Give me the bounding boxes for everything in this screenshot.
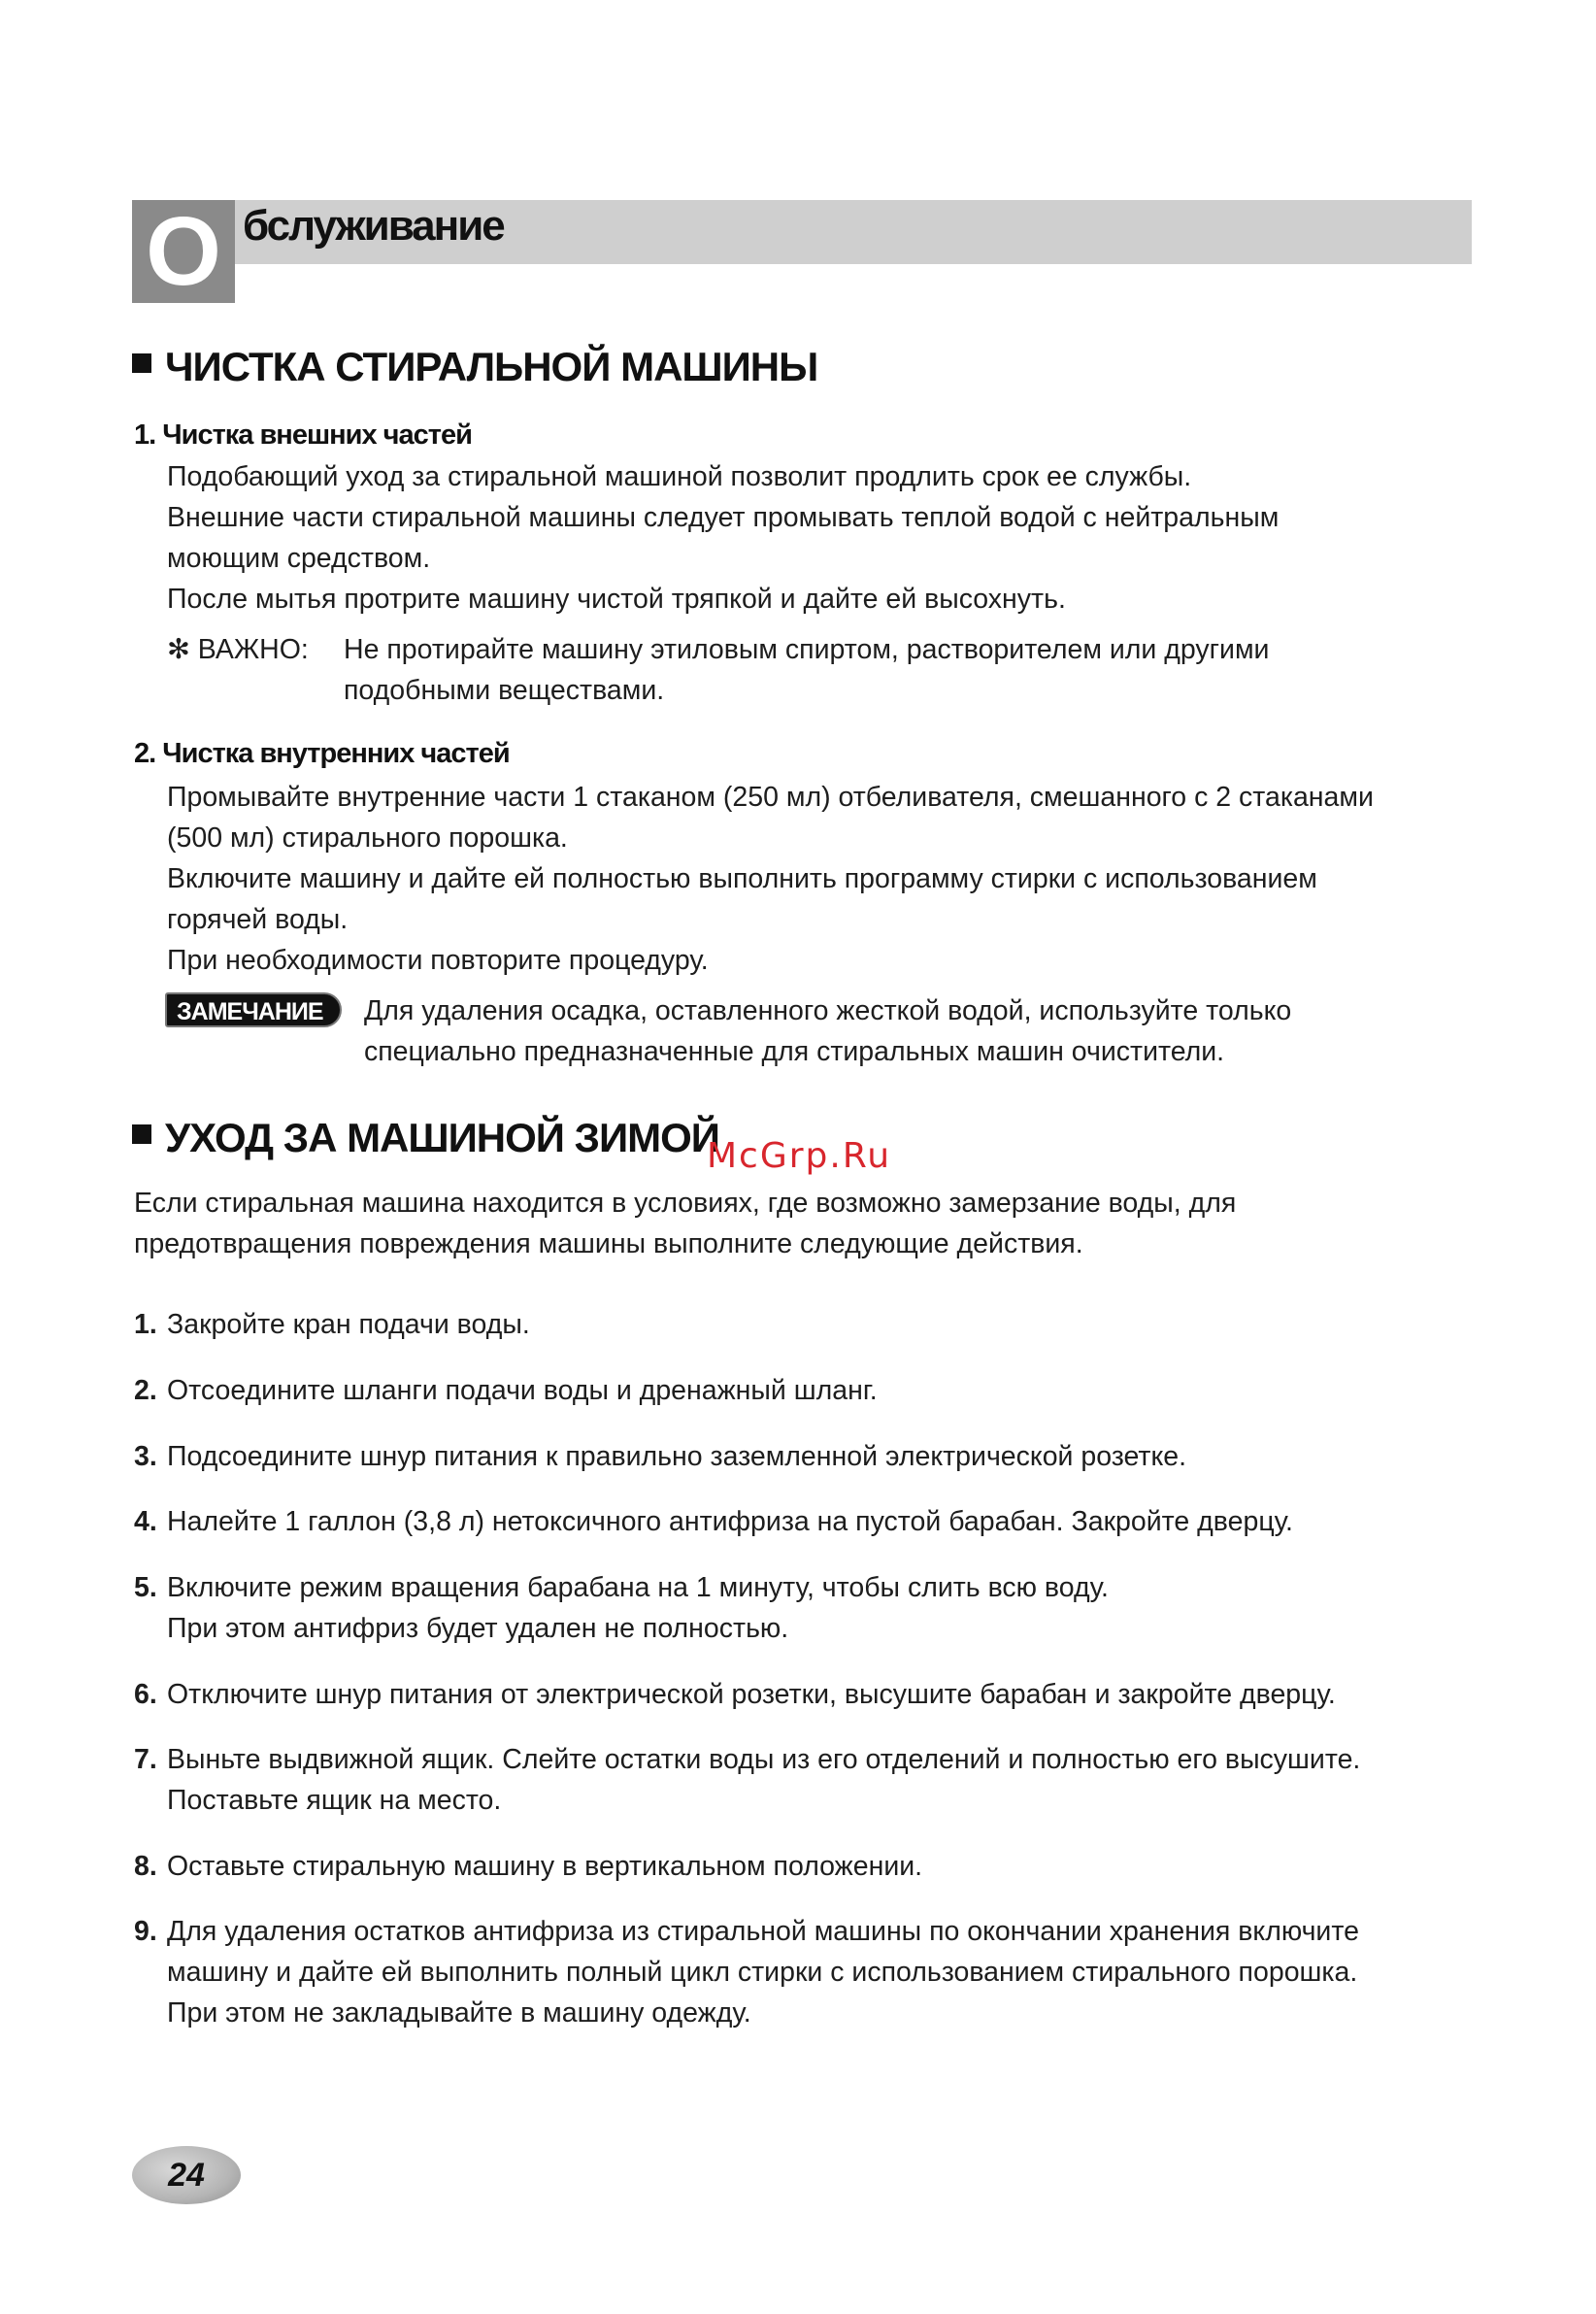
section-heading-winter: УХОД ЗА МАШИНОЙ ЗИМОЙ (132, 1115, 719, 1161)
paragraph-line: (500 мл) стирального порошка. (167, 822, 568, 854)
step-text: Подсоедините шнур питания к правильно заземленной электрической розетке. (167, 1441, 1187, 1472)
step-text: При этом антифриз будет удален не полностью. (167, 1613, 789, 1644)
paragraph-line: Подобающий уход за стиральной машиной позволит продлить срок ее службы. (167, 461, 1192, 492)
step-number: 8. (134, 1851, 157, 1882)
paragraph-line: Внешние части стиральной машины следует промывать теплой водой с нейтральным (167, 502, 1280, 533)
step-number: 4. (134, 1506, 157, 1537)
paragraph-line: При необходимости повторите процедуру. (167, 945, 709, 976)
paragraph-line: Промывайте внутренние части 1 стаканом (250 мл) отбеливателя, смешанного с 2 стаканами (167, 782, 1374, 813)
step-number: 7. (134, 1744, 157, 1775)
note-text: специально предназначенные для стиральных машин очистители. (364, 1036, 1225, 1067)
step-number: 6. (134, 1679, 157, 1710)
paragraph-line: Включите машину и дайте ей полностью выполнить программу стирки с использованием (167, 863, 1317, 894)
step-text: При этом не закладывайте в машину одежду. (167, 1997, 751, 2029)
step-text: Оставьте стиральную машину в вертикальном положении. (167, 1851, 923, 1882)
step-number: 5. (134, 1572, 157, 1603)
section-heading-cleaning: ЧИСТКА СТИРАЛЬНОЙ МАШИНЫ (132, 344, 817, 390)
page-number: 24 (168, 2157, 205, 2194)
subheading-external: 1. Чистка внешних частей (134, 419, 472, 451)
intro-line: Если стиральная машина находится в условиях, где возможно замерзание воды, для (134, 1188, 1237, 1219)
paragraph-line: моющим средством. (167, 543, 431, 574)
header-letter: О (146, 197, 221, 306)
step-number: 2. (134, 1375, 157, 1406)
important-label: ✻ ВАЖНО: (167, 634, 309, 665)
important-text: подобными веществами. (344, 675, 665, 706)
step-text: Для удаления остатков антифриза из стиральной машины по окончании хранения включите (167, 1916, 1359, 1947)
step-number: 9. (134, 1916, 157, 1947)
intro-line: предотвращения повреждения машины выполните следующие действия. (134, 1228, 1083, 1259)
step-text: Выньте выдвижной ящик. Слейте остатки воды из его отделений и полностью его высушите. (167, 1744, 1361, 1775)
note-text: Для удаления осадка, оставленного жесткой водой, используйте только (364, 995, 1292, 1026)
subheading-internal: 2. Чистка внутренних частей (134, 738, 510, 769)
step-text: Поставьте ящик на место. (167, 1785, 502, 1816)
note-badge: ЗАМЕЧАНИЕ (165, 992, 342, 1027)
step-text: Включите режим вращения барабана на 1 минуту, чтобы слить всю воду. (167, 1572, 1109, 1603)
square-bullet-icon (132, 1124, 151, 1144)
step-number: 3. (134, 1441, 157, 1472)
step-number: 1. (134, 1309, 157, 1340)
watermark: McGrp.Ru (707, 1136, 892, 1176)
paragraph-line: После мытья протрите машину чистой тряпкой и дайте ей высохнуть. (167, 584, 1066, 615)
step-text: Налейте 1 галлон (3,8 л) нетоксичного антифриза на пустой барабан. Закройте дверцу. (167, 1506, 1293, 1537)
step-text: машину и дайте ей выполнить полный цикл стирки с использованием стирального порошка. (167, 1957, 1358, 1988)
square-bullet-icon (132, 353, 151, 373)
page-title: бслуживание (243, 202, 504, 250)
important-text: Не протирайте машину этиловым спиртом, растворителем или другими (344, 634, 1270, 665)
paragraph-line: горячей воды. (167, 904, 349, 935)
step-text: Отсоедините шланги подачи воды и дренажный шланг. (167, 1375, 878, 1406)
step-text: Закройте кран подачи воды. (167, 1309, 530, 1340)
step-text: Отключите шнур питания от электрической розетки, высушите барабан и закройте дверцу. (167, 1679, 1336, 1710)
